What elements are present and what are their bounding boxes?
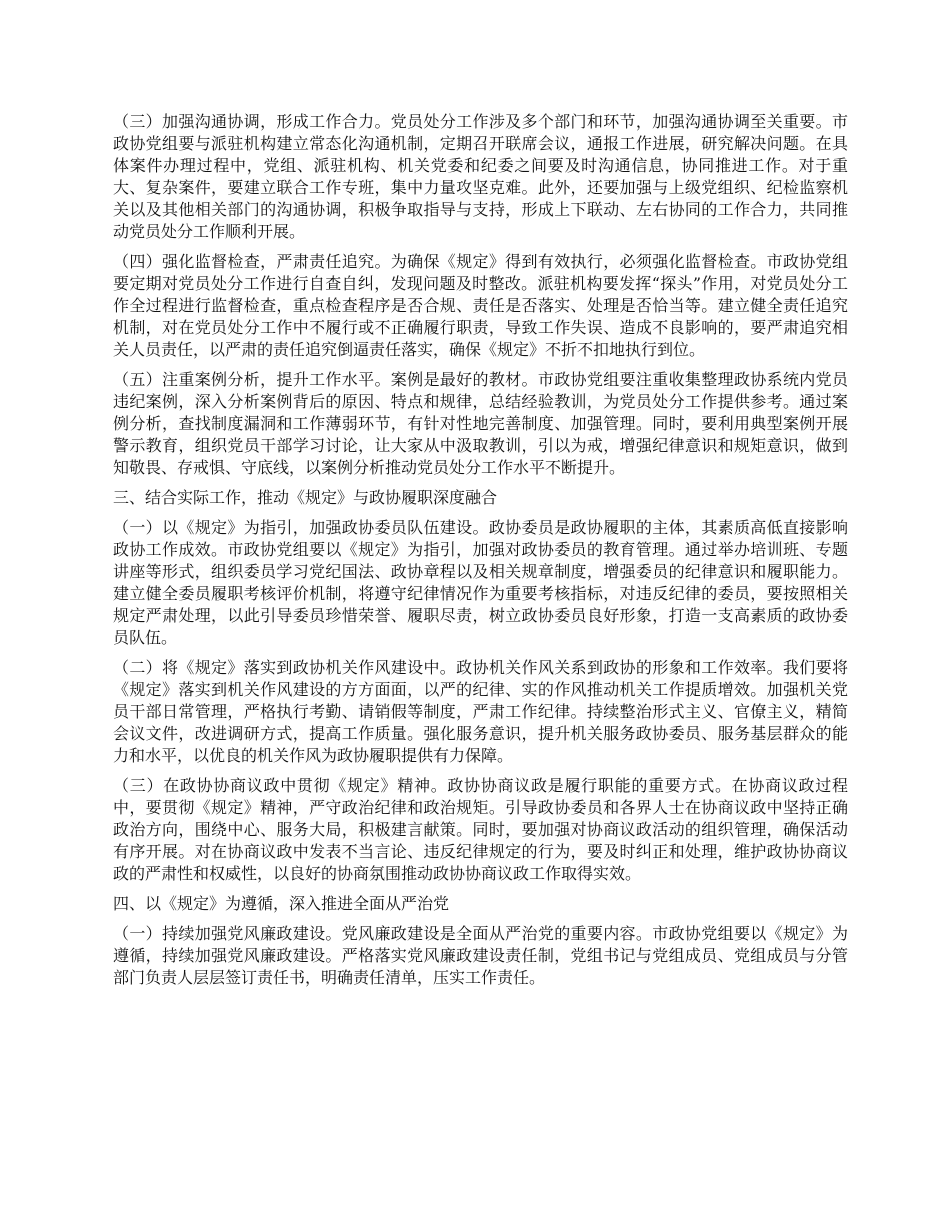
paragraph-integrity: （一）持续加强党风廉政建设。党风廉政建设是全面从严治党的重要内容。市政协党组要以《规定》为遵循，持续加强党风廉政建设。严格落实党风廉政建设责任制，党组书记与党组成员、党组成员与分管部门负责人层层签订责任书，明确责任清单，压实工作责任。 <box>113 924 848 987</box>
paragraph-coordination: （三）加强沟通协调，形成工作合力。党员处分工作涉及多个部门和环节，加强沟通协调至关重要。市政协党组要与派驻机构建立常态化沟通机制，定期召开联席会议，通报工作进展，研究解决问题。在具体案件办理过程中，党组、派驻机构、机关党委和纪委之间要及时沟通信息，协同推进工作。对于重大、复杂案件，要建立联合工作专班，集中力量攻坚克难。此外，还要加强与上级党组织、纪检监察机关以及其他相关部门的沟通协调，积极争取指导与支持，形成上下联动、左右协同的工作合力，共同推动党员处分工作顺利开展。 <box>113 112 848 241</box>
paragraph-consultation: （三）在政协协商议政中贯彻《规定》精神。政协协商议政是履行职能的重要方式。在协商议政过程中，要贯彻《规定》精神，严守政治纪律和政治规矩。引导政协委员和各界人士在协商议政中坚持正确政治方向，围绕中心、服务大局，积极建言献策。同时，要加强对协商议政活动的组织管理，确保活动有序开展。对在协商议政中发表不当言论、违反纪律规定的行为，要及时纠正和处理，维护政协协商议政的严肃性和权威性，以良好的协商氛围推动政协协商议政工作取得实效。 <box>113 776 848 883</box>
paragraph-supervision: （四）强化监督检查，严肃责任追究。为确保《规定》得到有效执行，必须强化监督检查。市政协党组要定期对党员处分工作进行自查自纠，发现问题及时整改。派驻机构要发挥“探头”作用，对党员处分工作全过程进行监督检查，重点检查程序是否合规、责任是否落实、处理是否恰当等。建立健全责任追究机制，对在党员处分工作中不履行或不正确履行职责，导致工作失误、造成不良影响的，要严肃追究相关人员责任，以严肃的责任追究倒逼责任落实，确保《规定》不折不扣地执行到位。 <box>113 252 848 359</box>
section-heading-3: 三、结合实际工作，推动《规定》与政协履职深度融合 <box>113 488 498 507</box>
paragraph-case-analysis: （五）注重案例分析，提升工作水平。案例是最好的教材。市政协党组要注重收集整理政协系统内党员违纪案例，深入分析案例背后的原因、特点和规律，总结经验教训，为党员处分工作提供参考。通过案例分析，查找制度漏洞和工作薄弱环节，有针对性地完善制度、加强管理。同时，要利用典型案例开展警示教育，组织党员干部学习讨论，让大家从中汲取教训，引以为戒，增强纪律意识和规矩意识，做到知敬畏、存戒惧、守底线，以案例分析推动党员处分工作水平不断提升。 <box>113 370 848 477</box>
paragraph-work-style: （二）将《规定》落实到政协机关作风建设中。政协机关作风关系到政协的形象和工作效率。我们要将《规定》落实到机关作风建设的方方面面，以严的纪律、实的作风推动机关工作提质增效。加强机关党员干部日常管理，严格执行考勤、请销假等制度，严肃工作纪律。持续整治形式主义、官僚主义，精简会议文件，改进调研方式，提高工作质量。强化服务意识，提升机关服务政协委员、服务基层群众的能力和水平，以优良的机关作风为政协履职提供有力保障。 <box>113 658 848 765</box>
document-page <box>113 111 848 997</box>
section-heading-4: 四、以《规定》为遵循，深入推进全面从严治党 <box>113 894 450 913</box>
paragraph-member-team: （一）以《规定》为指引，加强政协委员队伍建设。政协委员是政协履职的主体，其素质高低直接影响政协工作成效。市政协党组要以《规定》为指引，加强对政协委员的教育管理。通过举办培训班、专题讲座等形式，组织委员学习党纪国法、政协章程以及相关规章制度，增强委员的纪律意识和履职能力。建立健全委员履职考核评价机制，将遵守纪律情况作为重要考核指标，对违反纪律的委员，要按照相关规定严肃处理，以此引导委员珍惜荣誉、履职尽责，树立政协委员良好形象，打造一支高素质的政协委员队伍。 <box>113 518 848 647</box>
